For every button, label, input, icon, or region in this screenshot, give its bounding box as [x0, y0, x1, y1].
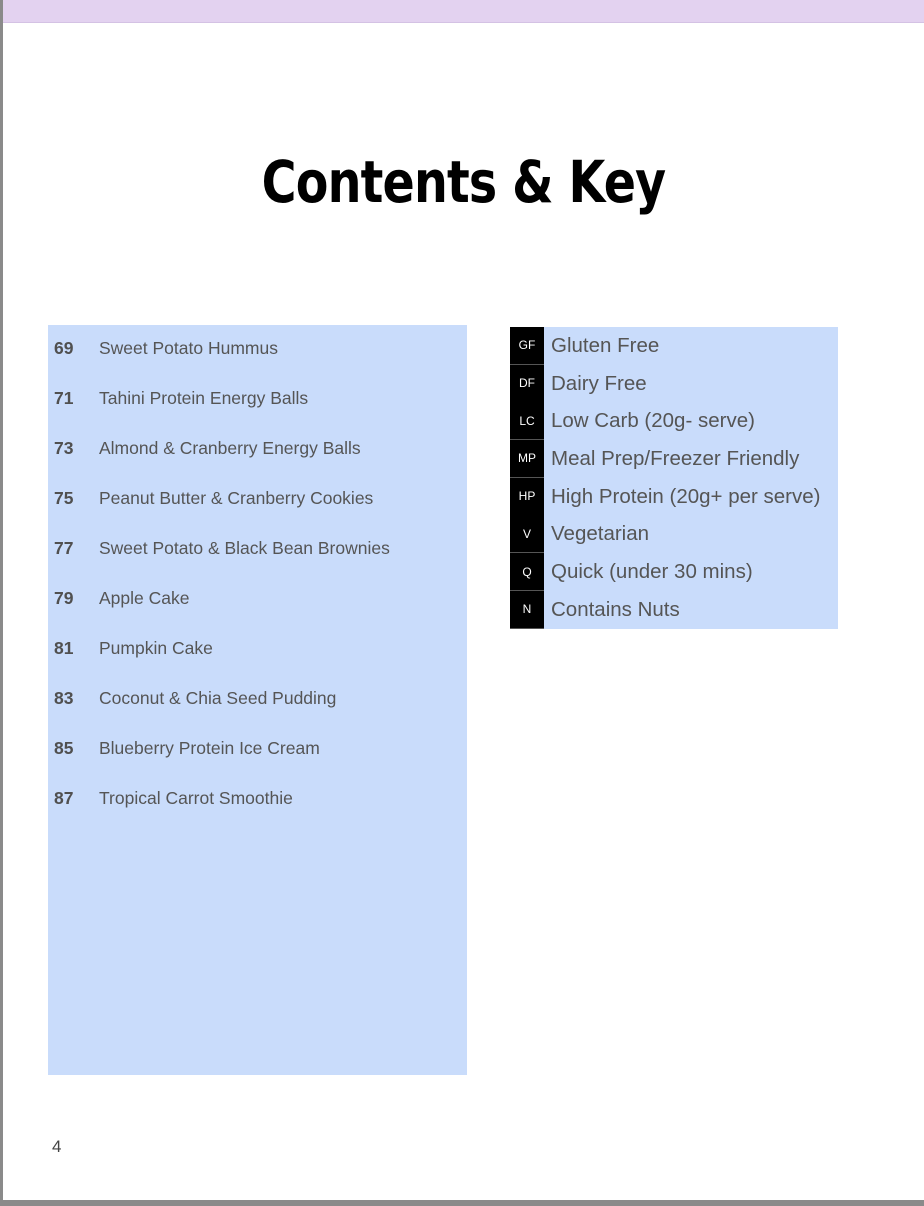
- key-label: Contains Nuts: [551, 597, 680, 621]
- toc-recipe-name: Pumpkin Cake: [99, 637, 213, 658]
- toc-row: [48, 636, 467, 660]
- toc-page-number: 71: [54, 387, 74, 408]
- toc-page-number: 83: [54, 687, 74, 708]
- key-label: Low Carb (20g- serve): [551, 409, 755, 433]
- key-row: [510, 591, 838, 629]
- key-label: Meal Prep/Freezer Friendly: [551, 446, 800, 470]
- toc-recipe-name: Apple Cake: [99, 587, 190, 608]
- toc-row: [48, 586, 467, 610]
- toc-row: [48, 786, 467, 810]
- toc-recipe-name: Tropical Carrot Smoothie: [99, 787, 293, 808]
- toc-recipe-name: Almond & Cranberry Energy Balls: [99, 437, 361, 458]
- key-row: [510, 478, 838, 516]
- key-badge: MP: [510, 440, 544, 478]
- key-label: Vegetarian: [551, 522, 650, 546]
- toc-row: [48, 436, 467, 460]
- key-row: [510, 440, 838, 478]
- toc-row: [48, 336, 467, 360]
- toc-page-number: 69: [54, 337, 74, 358]
- toc-page-number: 79: [54, 587, 74, 608]
- key-row: [510, 327, 838, 365]
- key-label: Quick (under 30 mins): [551, 560, 753, 584]
- toc-row: [48, 536, 467, 560]
- key-row: [510, 553, 838, 591]
- page-number: 4: [52, 1137, 62, 1156]
- toc-page-number: 77: [54, 537, 74, 558]
- key-row: [510, 402, 838, 440]
- toc-recipe-name: Blueberry Protein Ice Cream: [99, 737, 320, 758]
- toc-recipe-name: Tahini Protein Energy Balls: [99, 387, 309, 408]
- toc-row: [48, 486, 467, 510]
- contents-panel: [48, 325, 467, 1075]
- toc-recipe-name: Coconut & Chia Seed Pudding: [99, 687, 337, 708]
- key-badge: V: [510, 515, 544, 553]
- key-badge: LC: [510, 402, 544, 440]
- key-badge: HP: [510, 478, 544, 516]
- toc-row: [48, 386, 467, 410]
- toc-row: [48, 736, 467, 760]
- key-label: Dairy Free: [551, 371, 647, 395]
- top-band: [3, 0, 924, 23]
- key-label: High Protein (20g+ per serve): [551, 484, 821, 508]
- key-row: [510, 365, 838, 403]
- toc-recipe-name: Peanut Butter & Cranberry Cookies: [99, 487, 374, 508]
- key-badge: N: [510, 591, 544, 629]
- toc-page-number: 81: [54, 637, 74, 658]
- toc-page-number: 85: [54, 737, 74, 758]
- toc-recipe-name: Sweet Potato Hummus: [99, 337, 278, 358]
- key-badge: GF: [510, 327, 544, 365]
- key-label: Gluten Free: [551, 333, 660, 357]
- toc-page-number: 75: [54, 487, 74, 508]
- document-page: [3, 0, 924, 1200]
- toc-recipe-name: Sweet Potato & Black Bean Brownies: [99, 537, 390, 558]
- key-badge: Q: [510, 553, 544, 591]
- page-title: Contents & Key: [261, 148, 666, 216]
- key-panel: [510, 327, 838, 629]
- toc-row: [48, 686, 467, 710]
- key-row: [510, 516, 838, 554]
- toc-page-number: 73: [54, 437, 74, 458]
- toc-page-number: 87: [54, 787, 74, 808]
- key-badge: DF: [510, 365, 544, 403]
